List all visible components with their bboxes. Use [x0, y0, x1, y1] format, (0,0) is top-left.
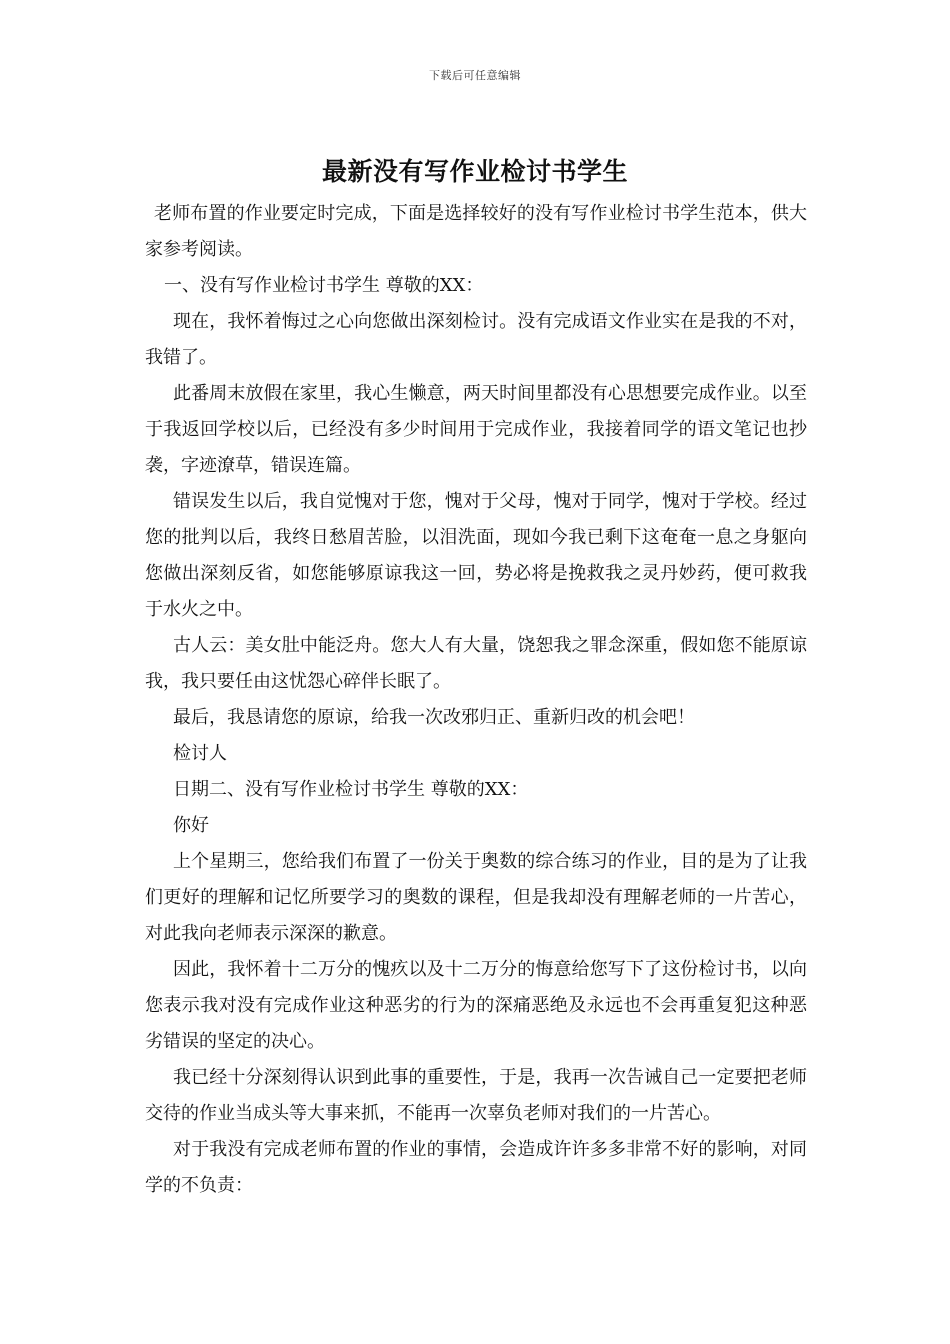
section-1-heading: 一、没有写作业检讨书学生 尊敬的XX：	[164, 275, 484, 296]
document-body	[145, 196, 807, 1204]
header-note: 下载后可任意编辑	[429, 69, 521, 82]
signature-label: 检讨人	[173, 743, 227, 764]
document-title: 最新没有写作业检讨书学生	[321, 157, 628, 186]
paragraph: 因此，我怀着十二万分的愧疚以及十二万分的悔意给您写下了这份检讨书，以向您表示我对没有完成作业这种恶劣的行为的深痛恶绝及永远也不会再重复犯这种恶劣错误的坚定的决心。	[145, 959, 807, 1052]
section-2-heading: 日期二、没有写作业检讨书学生 尊敬的XX：	[173, 779, 529, 800]
intro-paragraph: 老师布置的作业要定时完成，下面是选择较好的没有写作业检讨书学生范本，供大家参考阅读。	[145, 203, 807, 260]
paragraph: 错误发生以后，我自觉愧对于您，愧对于父母，愧对于同学，愧对于学校。经过您的批判以后，我终日愁眉苦脸，以泪洗面，现如今我已剩下这奄奄一息之身躯向您做出深刻反省，如您能够原谅我这一回，势必将是挽救我之灵丹妙药，便可救我于水火之中。	[145, 491, 807, 620]
paragraph: 古人云：美女肚中能泛舟。您大人有大量，饶恕我之罪念深重，假如您不能原谅我，我只要任由这忧怨心碎伴长眠了。	[145, 635, 807, 692]
greeting: 你好	[173, 815, 209, 836]
paragraph: 现在，我怀着悔过之心向您做出深刻检讨。没有完成语文作业实在是我的不对，我错了。	[145, 311, 807, 368]
paragraph: 我已经十分深刻得认识到此事的重要性，于是，我再一次告诫自己一定要把老师交待的作业当成头等大事来抓，不能再一次辜负老师对我们的一片苦心。	[145, 1067, 807, 1124]
paragraph: 上个星期三，您给我们布置了一份关于奥数的综合练习的作业，目的是为了让我们更好的理解和记忆所要学习的奥数的课程，但是我却没有理解老师的一片苦心，对此我向老师表示深深的歉意。	[145, 851, 807, 944]
paragraph: 此番周末放假在家里，我心生懒意，两天时间里都没有心思想要完成作业。以至于我返回学校以后，已经没有多少时间用于完成作业，我接着同学的语文笔记也抄袭，字迹潦草，错误连篇。	[145, 383, 807, 476]
paragraph: 对于我没有完成老师布置的作业的事情，会造成许许多多非常不好的影响，对同学的不负责：	[145, 1139, 807, 1196]
paragraph: 最后，我恳请您的原谅，给我一次改邪归正、重新归改的机会吧！	[173, 707, 695, 728]
